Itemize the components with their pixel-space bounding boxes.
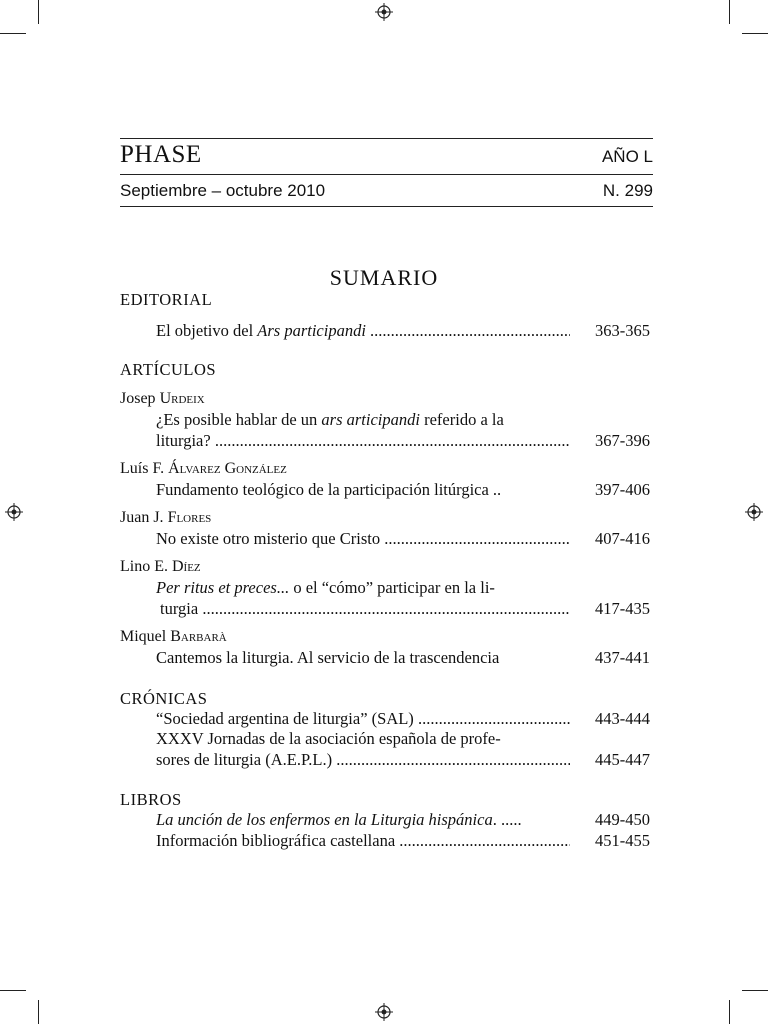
crop-mark [729, 0, 730, 24]
toc-entry: sores de liturgia (A.E.P.L.) ..... [156, 750, 570, 770]
toc-entry: Información bibliográfica castellana ..... [156, 831, 570, 851]
header-rule-middle [120, 174, 653, 175]
section-heading-libros: LIBROS [120, 790, 182, 809]
page-title: SUMARIO [329, 265, 439, 290]
crop-mark [38, 0, 39, 24]
toc-entry: El objetivo del Ars participandi ..... [156, 321, 570, 341]
toc-pages: 363-365 [595, 321, 650, 340]
toc-entry: turgia ..... [160, 599, 570, 619]
toc-pages: 449-450 [595, 810, 650, 829]
header-rule-top [120, 138, 653, 139]
registration-mark-icon [375, 3, 393, 21]
toc-entry-title: ¿Es posible hablar de un ars articipandi referido a la [156, 410, 504, 429]
toc-entry: “Sociedad argentina de liturgia” (SAL) ..... [156, 709, 570, 729]
section-heading-articulos: ARTÍCULOS [120, 360, 217, 379]
journal-title: PHASE [120, 141, 202, 168]
toc-pages: 367-396 [595, 431, 650, 450]
toc-pages: 451-455 [595, 831, 650, 850]
registration-mark-icon [745, 503, 763, 521]
toc-entry: Cantemos la liturgia. Al servicio de la trascendencia [156, 648, 500, 667]
toc-pages: 437-441 [595, 648, 650, 667]
section-heading-cronicas: CRÓNICAS [120, 689, 208, 708]
toc-author: Juan J. Flores [120, 509, 212, 526]
toc-entry: Fundamento teológico de la participación litúrgica .. [156, 480, 502, 499]
toc-entry: liturgia? ..... [156, 431, 570, 451]
toc-entry: No existe otro misterio que Cristo ..... [156, 529, 570, 549]
header-rule-bottom [120, 206, 653, 207]
issue-date: Septiembre – octubre 2010 [120, 181, 326, 200]
toc-pages: 407-416 [595, 529, 650, 548]
registration-mark-icon [5, 503, 23, 521]
toc-entry-title: XXXV Jornadas de la asociación española de profe- [156, 729, 501, 748]
crop-mark [0, 33, 26, 34]
crop-mark [742, 990, 768, 991]
toc-pages: 397-406 [595, 480, 650, 499]
section-heading-editorial: EDITORIAL [120, 290, 213, 309]
issue-number: N. 299 [602, 181, 653, 200]
toc-pages: 445-447 [595, 750, 650, 769]
toc-entry-title: Per ritus et preces... o el “cómo” participar en la li- [156, 578, 495, 597]
toc-entry: La unción de los enfermos en la Liturgia hispánica. ..... [156, 810, 522, 829]
toc-author: Luís F. Álvarez González [120, 460, 287, 477]
crop-mark [0, 990, 26, 991]
registration-mark-icon [375, 1003, 393, 1021]
crop-mark [742, 33, 768, 34]
crop-mark [38, 1000, 39, 1024]
toc-pages: 417-435 [595, 599, 650, 618]
volume-year: AÑO L [601, 147, 653, 166]
crop-mark [729, 1000, 730, 1024]
toc-author: Lino E. Díez [120, 558, 201, 575]
toc-author: Miquel Barbarà [120, 628, 227, 645]
toc-author: Josep Urdeix [120, 390, 205, 407]
toc-pages: 443-444 [595, 709, 650, 728]
